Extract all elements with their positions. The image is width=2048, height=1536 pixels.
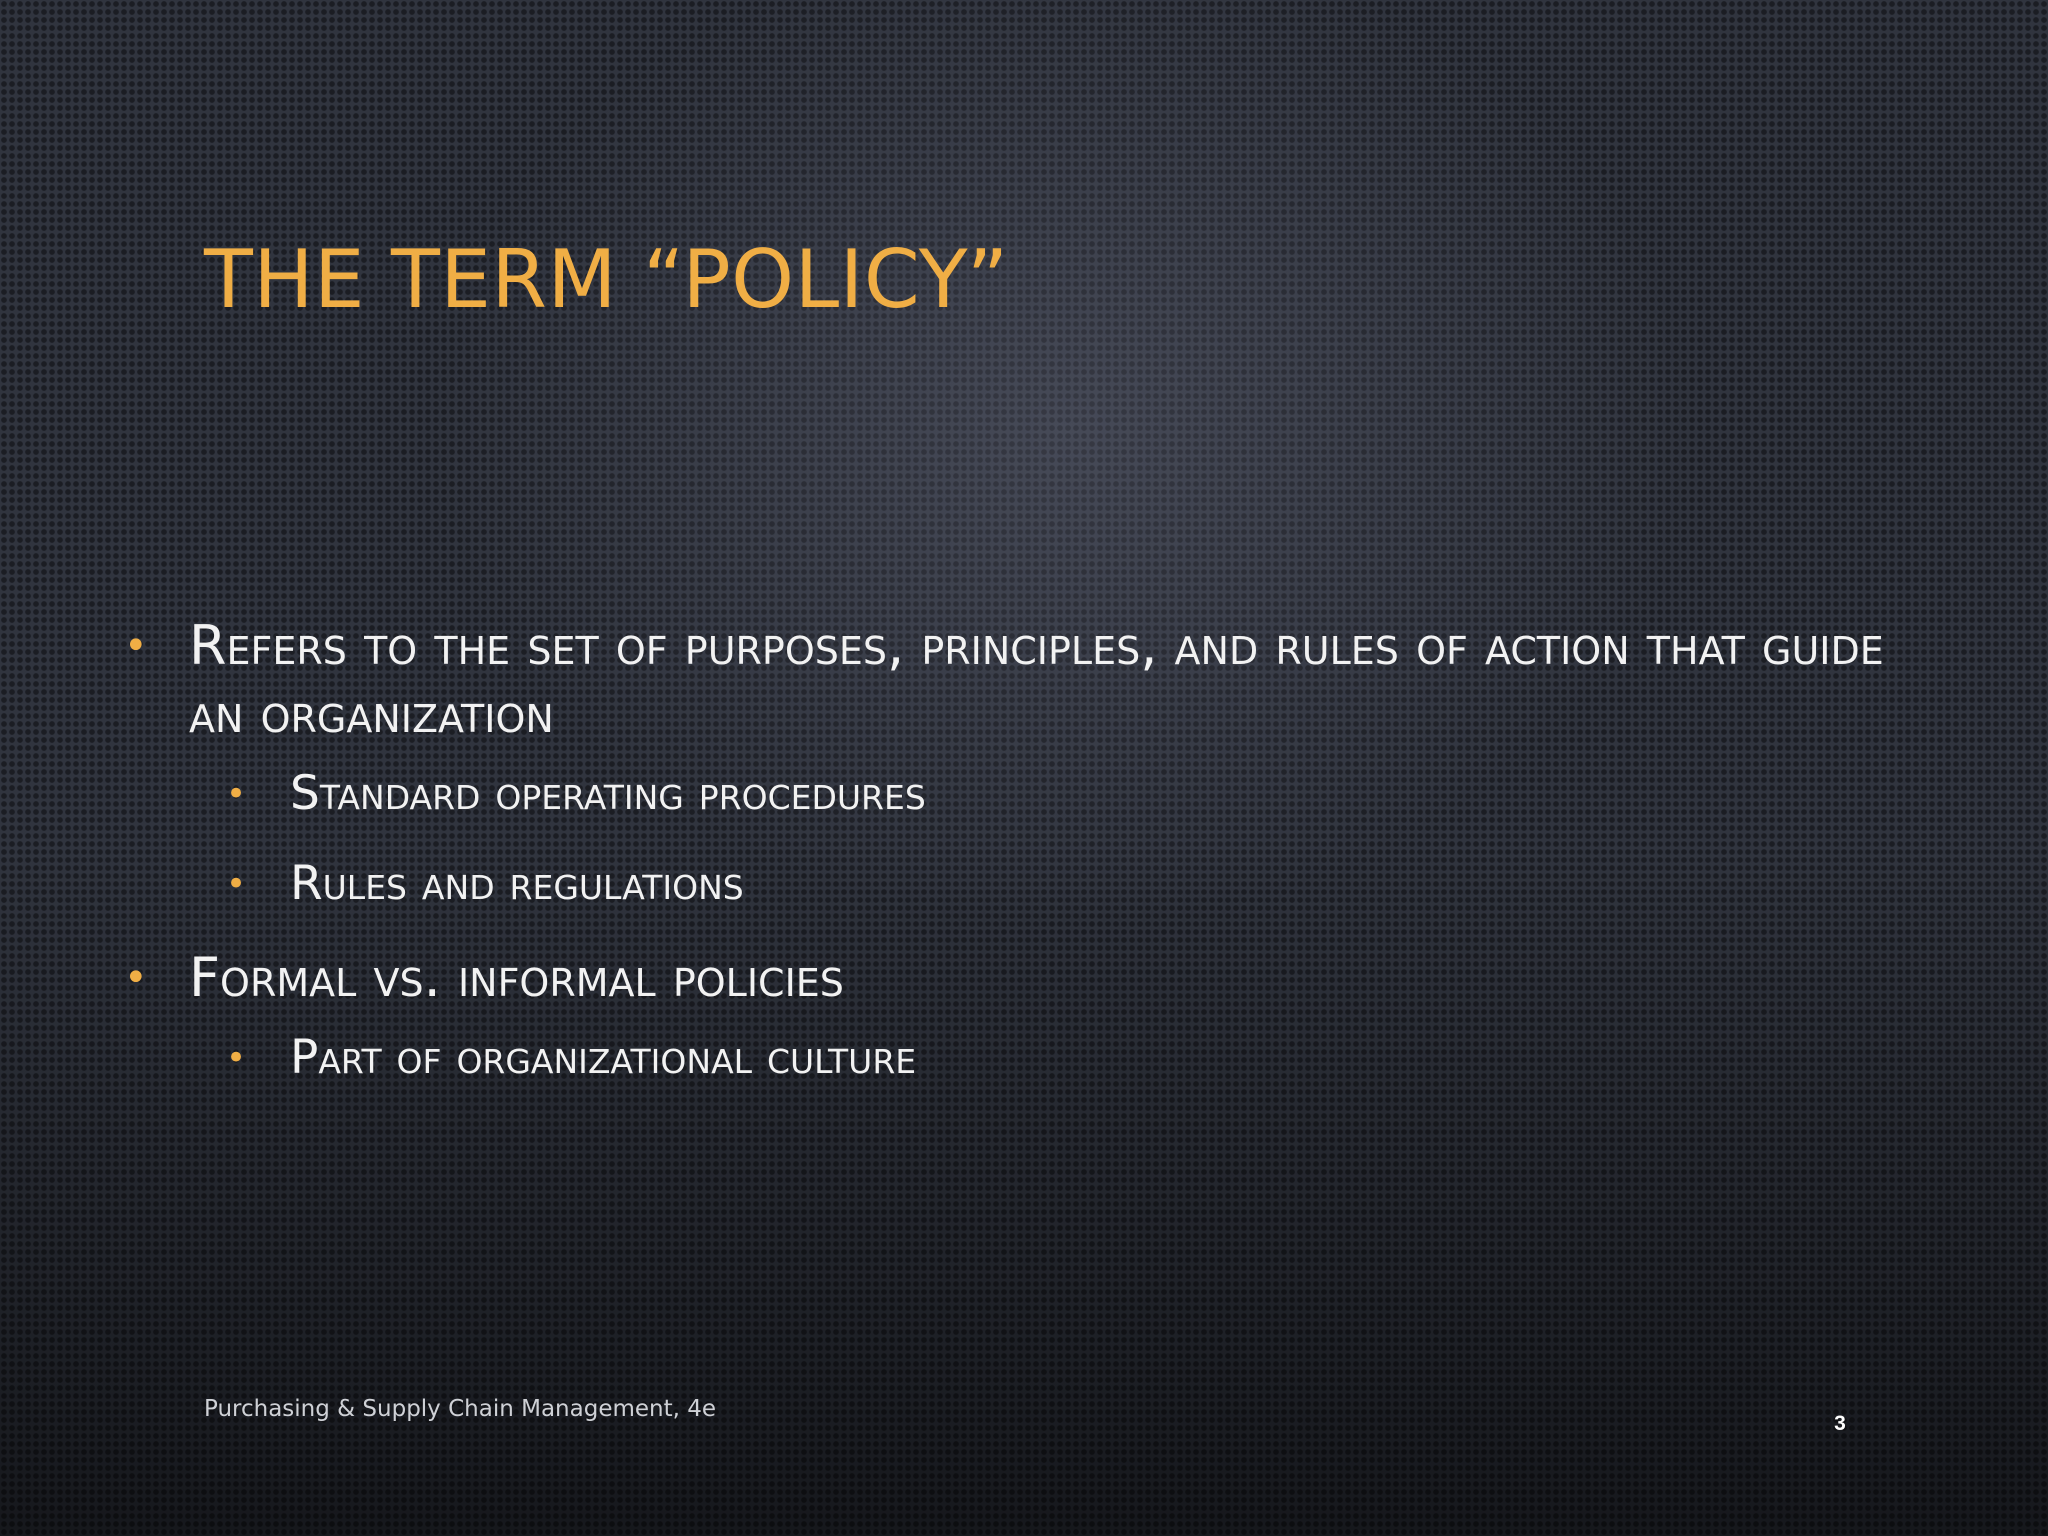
- sub-bullet-text: Rules and regulations: [290, 856, 744, 911]
- slide-title: THE TERM “POLICY”: [204, 233, 1009, 326]
- bullet-item-2: [120, 944, 1900, 1012]
- bullet-list: [120, 612, 1900, 1118]
- bullet-marker: •: [124, 955, 148, 1001]
- bullet-marker: •: [226, 864, 247, 904]
- sub-bullet-text: Standard operating procedures: [290, 766, 926, 821]
- sub-bullet-text: Part of organizational culture: [290, 1030, 917, 1085]
- sub-bullet-item-1-2: [222, 854, 1900, 914]
- bullet-item-1: [120, 612, 1900, 748]
- bullet-marker: •: [226, 774, 247, 814]
- page-number: 3: [1834, 1412, 1846, 1435]
- bullet-text: Refers to the set of purposes, principles, and rules of action that guide an organization: [189, 614, 1884, 745]
- bullet-marker: •: [124, 623, 148, 669]
- bullet-marker: •: [226, 1038, 247, 1078]
- sub-bullet-item-2-1: [222, 1028, 1900, 1088]
- slide-footer: Purchasing & Supply Chain Management, 4e: [204, 1396, 717, 1422]
- bullet-text: Formal vs. informal policies: [189, 946, 844, 1009]
- sub-bullet-item-1-1: [222, 764, 1900, 824]
